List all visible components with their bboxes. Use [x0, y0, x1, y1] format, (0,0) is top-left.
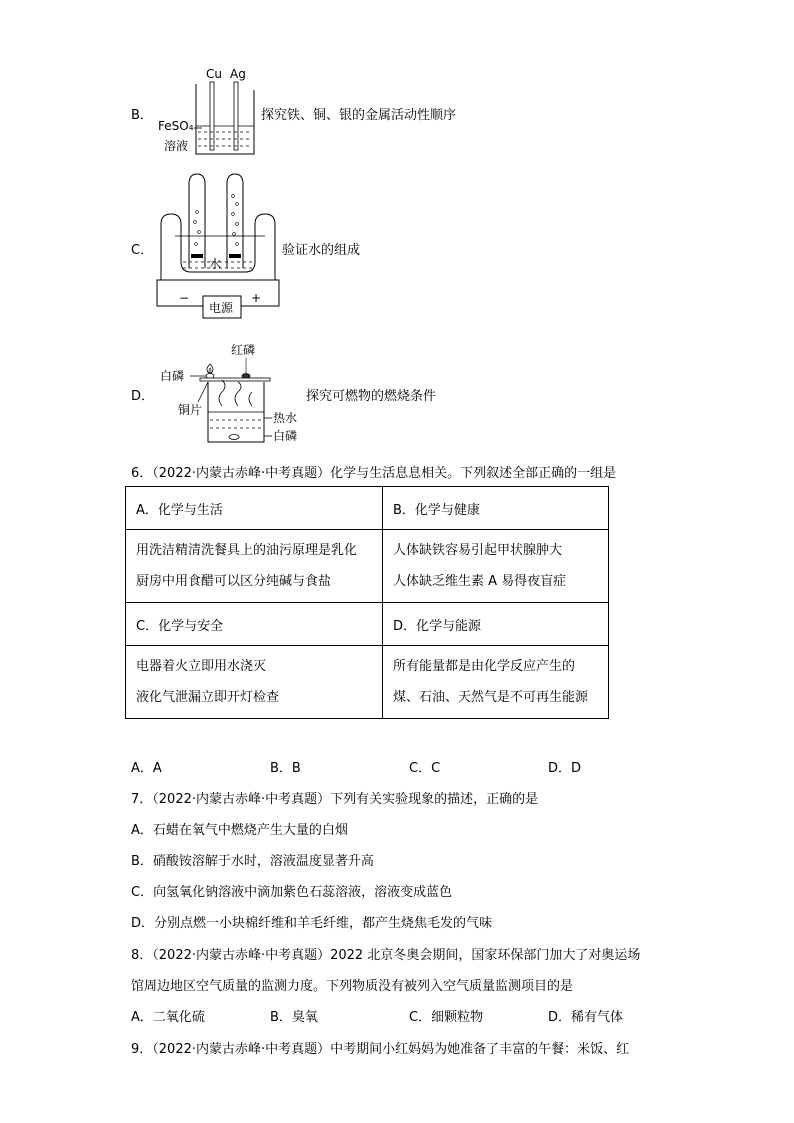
right-electrode [229, 254, 241, 258]
submerged-white-phosphorus [229, 435, 239, 440]
combustion-condition-figure [158, 338, 308, 448]
gas-bubbles [194, 195, 239, 246]
q7-option-d[interactable]: D．分别点燃一小块棉纤维和羊毛纤维，都产生烧焦毛发的气味 [131, 916, 493, 931]
cell-d-line1: 所有能量都是由化学反应产生的 [393, 659, 576, 674]
minus-label: − [179, 291, 190, 305]
cell-c-body [126, 646, 383, 719]
q6-option-a[interactable]: A．A [131, 761, 162, 776]
hot-water-hatching [210, 420, 262, 428]
right-tube [227, 174, 243, 268]
cell-c-line2: 液化气泄漏立即开灯检查 [136, 690, 280, 705]
red-phosphorus-label: 红磷 [231, 343, 256, 357]
q6-stem: 6．（2022·内蒙古赤峰·中考真题）化学与生活息息相关。下列叙述全部正确的一组是 [131, 466, 617, 481]
q8-option-d[interactable]: D．稀有气体 [548, 1010, 624, 1025]
ag-electrode [234, 82, 238, 150]
q8-stem-line2: 馆周边地区空气质量的监测力度。下列物质没有被列入空气质量监测项目的是 [131, 979, 574, 994]
cell-b-head: B．化学与健康 [383, 487, 609, 530]
q6-option-d[interactable]: D．D [548, 761, 582, 776]
option-c-letter: C． [131, 243, 154, 258]
option-d-caption: 探究可燃物的燃烧条件 [306, 389, 437, 404]
beaker-outline [196, 84, 254, 154]
option-b-caption: 探究铁、铜、银的金属活动性顺序 [261, 108, 457, 123]
flame-icon [207, 364, 213, 374]
q8-option-c[interactable]: C．细颗粒物 [409, 1010, 484, 1025]
water-label: 水 [209, 257, 222, 271]
cell-c-head: C．化学与安全 [126, 603, 383, 646]
steam-wisps [219, 380, 252, 406]
water-electrolysis-figure [153, 170, 283, 322]
cell-d-body [383, 646, 609, 719]
cell-d-line2: 煤、石油、天然气是不可再生能源 [393, 690, 589, 705]
cell-b-line2: 人体缺乏维生素 A 易得夜盲症 [393, 574, 567, 589]
q6-option-b[interactable]: B．B [270, 761, 301, 776]
copper-label: 铜片 [178, 403, 203, 417]
cell-a-line2: 厨房中用食醋可以区分纯碱与食盐 [136, 574, 332, 589]
solution-label: 溶液 [164, 139, 189, 153]
q7-option-c[interactable]: C．向氢氧化钠溶液中滴加紫色石蕊溶液，溶液变成蓝色 [131, 885, 453, 900]
left-electrode [191, 254, 203, 258]
option-b-letter: B． [131, 108, 153, 123]
q8-stem-line1: 8．（2022·内蒙古赤峰·中考真题）2022 北京冬奥会期间，国家环保部门加大了对奥运场 [131, 948, 641, 963]
power-label: 电源 [209, 301, 234, 315]
feso4-label: FeSO₄ [158, 119, 194, 133]
cell-b-body [383, 530, 609, 603]
q6-option-c[interactable]: C．C [409, 761, 441, 776]
metal-activity-beaker-figure [158, 64, 258, 160]
white-phosphorus-bottom-label: 白磷 [273, 429, 298, 443]
cu-electrode [210, 82, 214, 150]
left-tube [189, 174, 205, 268]
q7-option-a[interactable]: A．石蜡在氧气中燃烧产生大量的白烟 [131, 823, 348, 838]
copper-plate [200, 378, 270, 381]
q9-stem-line1: 9．（2022·内蒙古赤峰·中考真题）中考期间小红妈妈为她准备了丰富的午餐：米饭、红 [131, 1042, 630, 1057]
ag-label: Ag [230, 67, 246, 81]
q7-stem: 7．（2022·内蒙古赤峰·中考真题）下列有关实验现象的描述，正确的是 [131, 792, 539, 807]
cell-a-line1: 用洗洁精清洗餐具上的油污原理是乳化 [136, 543, 358, 558]
cu-label: Cu [206, 67, 222, 81]
cell-a-body [126, 530, 383, 603]
q8-option-b[interactable]: B．臭氧 [270, 1010, 318, 1025]
plus-label: + [251, 291, 262, 305]
q6-table [125, 486, 609, 719]
cell-a-head: A．化学与生活 [126, 487, 383, 530]
q8-option-a[interactable]: A．二氧化硫 [131, 1010, 205, 1025]
cell-c-line1: 电器着火立即用水浇灭 [136, 659, 267, 674]
q7-option-b[interactable]: B．硝酸铵溶解于水时，溶液温度显著升高 [131, 854, 374, 869]
solution-hatching [198, 132, 252, 146]
option-d-letter: D． [131, 389, 155, 404]
hot-water-label: 热水 [273, 411, 298, 425]
cell-d-head: D．化学与能源 [383, 603, 609, 646]
option-c-caption: 验证水的组成 [282, 243, 361, 258]
cell-b-line1: 人体缺铁容易引起甲状腺肿大 [393, 543, 563, 558]
white-phosphorus-top-label: 白磷 [160, 369, 185, 383]
